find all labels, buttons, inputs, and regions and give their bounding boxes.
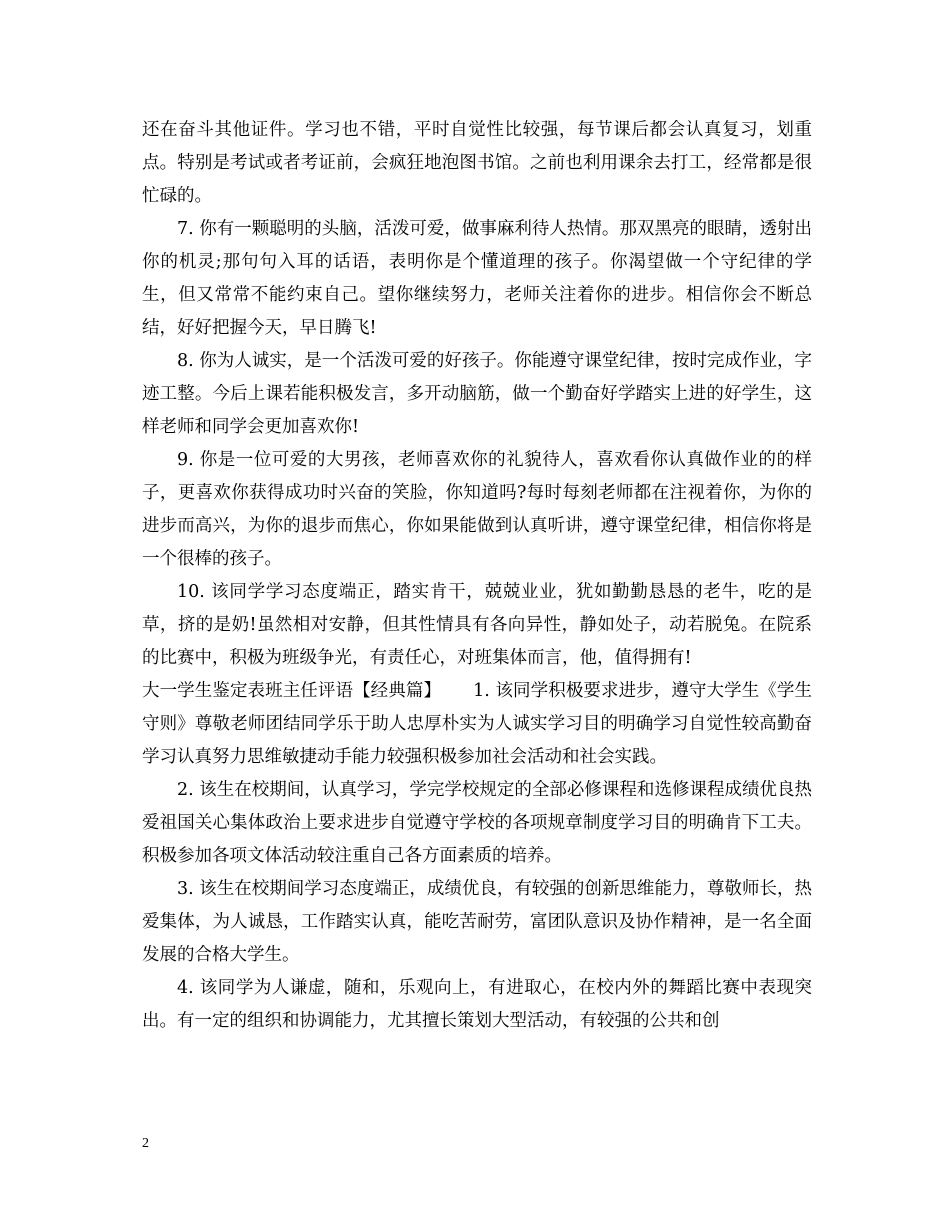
paragraph-item-2: 2. 该生在校期间，认真学习，学完学校规定的全部必修课程和选修课程成绩优良热爱祖国关心集体政治上要求进步自觉遵守学校的各项规章制度学习目的明确肯下工夫。积极参加各项文体活动较注重自己各方面素质的培养。 — [142, 780, 812, 866]
paragraph-item-8: 8. 你为人诚实，是一个活泼可爱的好孩子。你能遵守课堂纪律，按时完成作业，字迹工整。今后上课若能积极发言，多开动脑筋，做一个勤奋好学踏实上进的好学生，这样老师和同学会更加喜欢你! — [142, 351, 812, 437]
paragraph-item-10: 10. 该同学学习态度端正，踏实肯干，兢兢业业，犹如勤勤恳恳的老牛，吃的是草，挤的是奶!虽然相对安静，但其性情具有各向异性，静如处子，动若脱兔。在院系的比赛中，积极为班级争光，有责任心，对班集体而言，他，值得拥有! — [142, 582, 812, 668]
paragraph-continuation: 还在奋斗其他证件。学习也不错，平时自觉性比较强，每节课后都会认真复习，划重点。特别是考试或者考证前，会疯狂地泡图书馆。之前也利用课余去打工，经常都是很忙碌的。 — [142, 120, 812, 206]
paragraph-item-9: 9. 你是一位可爱的大男孩，老师喜欢你的礼貌待人，喜欢看你认真做作业的的样子，更喜欢你获得成功时兴奋的笑脸，你知道吗?每时每刻老师都在注视着你，为你的进步而高兴，为你的退步而焦心，你如果能做到认真听讲，遵守课堂纪律，相信你将是一个很棒的孩子。 — [142, 450, 812, 569]
page-number: 2 — [142, 1136, 149, 1151]
paragraph-item-3: 3. 该生在校期间学习态度端正，成绩优良，有较强的创新思维能力，尊敬师长，热爱集体，为人诚恳，工作踏实认真，能吃苦耐劳，富团队意识及协作精神，是一名全面发展的合格大学生。 — [142, 879, 812, 965]
paragraph-item-4: 4. 该同学为人谦虚，随和，乐观向上，有进取心，在校内外的舞蹈比赛中表现突出。有一定的组织和协调能力，尤其擅长策划大型活动，有较强的公共和创 — [142, 978, 812, 1031]
paragraph-item-7: 7. 你有一颗聪明的头脑，活泼可爱，做事麻利待人热情。那双黑亮的眼睛，透射出你的机灵;那句句入耳的话语，表明你是个懂道理的孩子。你渴望做一个守纪律的学生，但又常常不能约束自己。望你继续努力，老师关注着你的进步。相信你会不断总结，好好把握今天，早日腾飞! — [142, 219, 812, 338]
document-body — [142, 114, 812, 1038]
section-heading-paragraph: 大一学生鉴定表班主任评语【经典篇】 1. 该同学积极要求进步，遵守大学生《学生守则》尊敬老师团结同学乐于助人忠厚朴实为人诚实学习目的明确学习自觉性较高勤奋学习认真努力思维敏捷动手能力较强积极参加社会活动和社会实践。 — [142, 681, 812, 767]
